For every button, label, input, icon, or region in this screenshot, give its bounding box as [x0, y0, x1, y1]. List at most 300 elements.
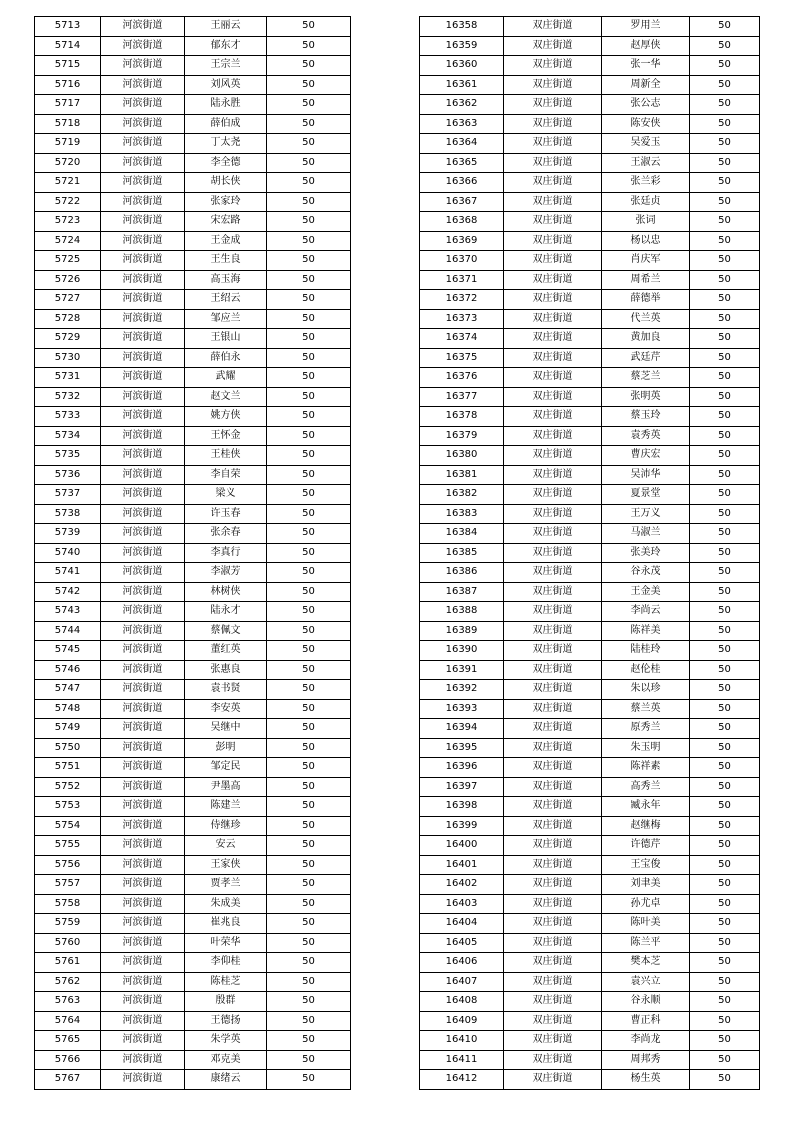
- street-cell: 河滨街道: [101, 192, 185, 212]
- amount-cell: 50: [267, 251, 351, 271]
- amount-cell: 50: [267, 173, 351, 193]
- amount-cell: 50: [690, 894, 760, 914]
- amount-cell: 50: [267, 836, 351, 856]
- street-cell: 河滨街道: [101, 855, 185, 875]
- street-cell: 河滨街道: [101, 212, 185, 232]
- street-cell: 河滨街道: [101, 95, 185, 115]
- table-row: [35, 329, 351, 349]
- person-name-cell: 张词: [602, 212, 690, 232]
- table-row: [420, 231, 760, 251]
- record-number-cell: 5728: [35, 309, 101, 329]
- record-number-cell: 16394: [420, 719, 504, 739]
- record-number-cell: 16407: [420, 972, 504, 992]
- amount-cell: 50: [267, 524, 351, 544]
- amount-cell: 50: [690, 719, 760, 739]
- table-row: [420, 1070, 760, 1090]
- table-row: [35, 699, 351, 719]
- table-row: [35, 894, 351, 914]
- record-number-cell: 16372: [420, 290, 504, 310]
- record-number-cell: 5765: [35, 1031, 101, 1051]
- street-cell: 双庄街道: [504, 875, 602, 895]
- person-name-cell: 赵伦桂: [602, 660, 690, 680]
- table-row: [35, 36, 351, 56]
- amount-cell: 50: [690, 641, 760, 661]
- person-name-cell: 安云: [185, 836, 267, 856]
- record-number-cell: 5760: [35, 933, 101, 953]
- amount-cell: 50: [267, 641, 351, 661]
- amount-cell: 50: [690, 504, 760, 524]
- street-cell: 双庄街道: [504, 1031, 602, 1051]
- amount-cell: 50: [690, 602, 760, 622]
- amount-cell: 50: [267, 407, 351, 427]
- amount-cell: 50: [267, 504, 351, 524]
- street-cell: 双庄街道: [504, 504, 602, 524]
- record-number-cell: 5761: [35, 953, 101, 973]
- street-cell: 河滨街道: [101, 465, 185, 485]
- record-number-cell: 5718: [35, 114, 101, 134]
- table-row: [420, 738, 760, 758]
- amount-cell: 50: [690, 251, 760, 271]
- person-name-cell: 王金成: [185, 231, 267, 251]
- table-row: [420, 446, 760, 466]
- street-cell: 双庄街道: [504, 641, 602, 661]
- person-name-cell: 王家侠: [185, 855, 267, 875]
- amount-cell: 50: [690, 914, 760, 934]
- street-cell: 双庄街道: [504, 855, 602, 875]
- street-cell: 河滨街道: [101, 329, 185, 349]
- person-name-cell: 陈安侠: [602, 114, 690, 134]
- record-number-cell: 5729: [35, 329, 101, 349]
- record-number-cell: 16404: [420, 914, 504, 934]
- record-number-cell: 5725: [35, 251, 101, 271]
- record-number-cell: 5733: [35, 407, 101, 427]
- person-name-cell: 李淑芳: [185, 563, 267, 583]
- amount-cell: 50: [690, 875, 760, 895]
- record-number-cell: 5713: [35, 17, 101, 37]
- table-row: [420, 1031, 760, 1051]
- table-row: [35, 680, 351, 700]
- street-cell: 双庄街道: [504, 816, 602, 836]
- person-name-cell: 陆永胜: [185, 95, 267, 115]
- table-row: [420, 660, 760, 680]
- amount-cell: 50: [267, 1050, 351, 1070]
- amount-cell: 50: [267, 816, 351, 836]
- street-cell: 双庄街道: [504, 524, 602, 544]
- street-cell: 双庄街道: [504, 699, 602, 719]
- street-cell: 河滨街道: [101, 1031, 185, 1051]
- record-number-cell: 5767: [35, 1070, 101, 1090]
- table-row: [35, 75, 351, 95]
- amount-cell: 50: [690, 1050, 760, 1070]
- table-row: [35, 621, 351, 641]
- person-name-cell: 蔡芝兰: [602, 368, 690, 388]
- street-cell: 双庄街道: [504, 95, 602, 115]
- street-cell: 河滨街道: [101, 660, 185, 680]
- person-name-cell: 陆永才: [185, 602, 267, 622]
- amount-cell: 50: [267, 543, 351, 563]
- record-number-cell: 16398: [420, 797, 504, 817]
- amount-cell: 50: [690, 1011, 760, 1031]
- record-number-cell: 16368: [420, 212, 504, 232]
- record-number-cell: 16389: [420, 621, 504, 641]
- person-name-cell: 王淑云: [602, 153, 690, 173]
- street-cell: 河滨街道: [101, 1070, 185, 1090]
- table-row: [420, 680, 760, 700]
- record-number-cell: 16411: [420, 1050, 504, 1070]
- table-row: [35, 426, 351, 446]
- street-cell: 河滨街道: [101, 387, 185, 407]
- amount-cell: 50: [690, 621, 760, 641]
- amount-cell: 50: [267, 36, 351, 56]
- table-row: [420, 563, 760, 583]
- person-name-cell: 胡长侠: [185, 173, 267, 193]
- person-name-cell: 袁书贤: [185, 680, 267, 700]
- record-number-cell: 5748: [35, 699, 101, 719]
- record-number-cell: 16364: [420, 134, 504, 154]
- table-row: [35, 758, 351, 778]
- table-row: [420, 641, 760, 661]
- person-name-cell: 王德扬: [185, 1011, 267, 1031]
- person-name-cell: 张公志: [602, 95, 690, 115]
- person-name-cell: 蔡玉玲: [602, 407, 690, 427]
- street-cell: 河滨街道: [101, 75, 185, 95]
- street-cell: 双庄街道: [504, 543, 602, 563]
- record-number-cell: 5749: [35, 719, 101, 739]
- record-number-cell: 5752: [35, 777, 101, 797]
- person-name-cell: 刘聿美: [602, 875, 690, 895]
- person-name-cell: 赵文兰: [185, 387, 267, 407]
- street-cell: 双庄街道: [504, 1011, 602, 1031]
- record-number-cell: 5714: [35, 36, 101, 56]
- amount-cell: 50: [690, 309, 760, 329]
- table-row: [420, 192, 760, 212]
- record-number-cell: 16406: [420, 953, 504, 973]
- street-cell: 双庄街道: [504, 1070, 602, 1090]
- amount-cell: 50: [690, 1031, 760, 1051]
- person-name-cell: 李全德: [185, 153, 267, 173]
- street-cell: 河滨街道: [101, 446, 185, 466]
- person-name-cell: 薛伯成: [185, 114, 267, 134]
- table-row: [420, 212, 760, 232]
- table-row: [420, 797, 760, 817]
- street-cell: 河滨街道: [101, 1011, 185, 1031]
- person-name-cell: 宋宏路: [185, 212, 267, 232]
- amount-cell: 50: [690, 368, 760, 388]
- street-cell: 河滨街道: [101, 972, 185, 992]
- record-number-cell: 16370: [420, 251, 504, 271]
- amount-cell: 50: [267, 719, 351, 739]
- street-cell: 双庄街道: [504, 329, 602, 349]
- table-row: [420, 348, 760, 368]
- record-number-cell: 16359: [420, 36, 504, 56]
- record-number-cell: 5746: [35, 660, 101, 680]
- street-cell: 双庄街道: [504, 407, 602, 427]
- person-name-cell: 王丽云: [185, 17, 267, 37]
- record-number-cell: 5763: [35, 992, 101, 1012]
- record-number-cell: 5743: [35, 602, 101, 622]
- table-row: [35, 1050, 351, 1070]
- amount-cell: 50: [267, 153, 351, 173]
- table-row: [35, 1011, 351, 1031]
- street-cell: 河滨街道: [101, 602, 185, 622]
- record-number-cell: 16388: [420, 602, 504, 622]
- table-row: [420, 602, 760, 622]
- person-name-cell: 王绍云: [185, 290, 267, 310]
- person-name-cell: 彭明: [185, 738, 267, 758]
- record-number-cell: 16397: [420, 777, 504, 797]
- street-cell: 双庄街道: [504, 114, 602, 134]
- person-name-cell: 陈兰平: [602, 933, 690, 953]
- amount-cell: 50: [690, 738, 760, 758]
- street-cell: 双庄街道: [504, 680, 602, 700]
- amount-cell: 50: [690, 426, 760, 446]
- amount-cell: 50: [267, 446, 351, 466]
- amount-cell: 50: [267, 212, 351, 232]
- record-number-cell: 5724: [35, 231, 101, 251]
- amount-cell: 50: [690, 270, 760, 290]
- street-cell: 双庄街道: [504, 485, 602, 505]
- amount-cell: 50: [267, 56, 351, 76]
- table-row: [35, 231, 351, 251]
- table-row: [420, 621, 760, 641]
- person-name-cell: 薛伯永: [185, 348, 267, 368]
- table-row: [35, 173, 351, 193]
- street-cell: 河滨街道: [101, 563, 185, 583]
- person-name-cell: 王银山: [185, 329, 267, 349]
- person-name-cell: 袁兴立: [602, 972, 690, 992]
- record-number-cell: 16402: [420, 875, 504, 895]
- person-name-cell: 吴继中: [185, 719, 267, 739]
- table-row: [35, 1031, 351, 1051]
- table-row: [420, 777, 760, 797]
- amount-cell: 50: [267, 290, 351, 310]
- record-number-cell: 16369: [420, 231, 504, 251]
- record-number-cell: 5753: [35, 797, 101, 817]
- record-number-cell: 16393: [420, 699, 504, 719]
- amount-cell: 50: [690, 582, 760, 602]
- amount-cell: 50: [267, 1011, 351, 1031]
- amount-cell: 50: [690, 465, 760, 485]
- person-name-cell: 许玉春: [185, 504, 267, 524]
- table-row: [420, 855, 760, 875]
- record-number-cell: 5747: [35, 680, 101, 700]
- amount-cell: 50: [690, 699, 760, 719]
- record-number-cell: 5732: [35, 387, 101, 407]
- record-number-cell: 16362: [420, 95, 504, 115]
- table-row: [35, 387, 351, 407]
- street-cell: 河滨街道: [101, 914, 185, 934]
- table-row: [35, 212, 351, 232]
- person-name-cell: 董红英: [185, 641, 267, 661]
- record-number-cell: 16391: [420, 660, 504, 680]
- street-cell: 河滨街道: [101, 153, 185, 173]
- person-name-cell: 曹正科: [602, 1011, 690, 1031]
- person-name-cell: 王万义: [602, 504, 690, 524]
- amount-cell: 50: [690, 855, 760, 875]
- street-cell: 双庄街道: [504, 719, 602, 739]
- street-cell: 河滨街道: [101, 56, 185, 76]
- street-cell: 河滨街道: [101, 504, 185, 524]
- table-row: [35, 309, 351, 329]
- record-number-cell: 16386: [420, 563, 504, 583]
- amount-cell: 50: [267, 270, 351, 290]
- person-name-cell: 丁太尧: [185, 134, 267, 154]
- amount-cell: 50: [267, 875, 351, 895]
- record-number-cell: 5727: [35, 290, 101, 310]
- street-cell: 河滨街道: [101, 270, 185, 290]
- person-name-cell: 陈祥素: [602, 758, 690, 778]
- street-cell: 双庄街道: [504, 290, 602, 310]
- street-cell: 河滨街道: [101, 816, 185, 836]
- person-name-cell: 王怀金: [185, 426, 267, 446]
- record-number-cell: 16377: [420, 387, 504, 407]
- record-number-cell: 16375: [420, 348, 504, 368]
- record-number-cell: 16381: [420, 465, 504, 485]
- record-number-cell: 16358: [420, 17, 504, 37]
- person-name-cell: 李尚云: [602, 602, 690, 622]
- record-number-cell: 16403: [420, 894, 504, 914]
- amount-cell: 50: [690, 836, 760, 856]
- amount-cell: 50: [267, 914, 351, 934]
- person-name-cell: 高玉海: [185, 270, 267, 290]
- amount-cell: 50: [267, 699, 351, 719]
- record-number-cell: 16409: [420, 1011, 504, 1031]
- record-number-cell: 5719: [35, 134, 101, 154]
- record-number-cell: 5759: [35, 914, 101, 934]
- street-cell: 河滨街道: [101, 407, 185, 427]
- person-name-cell: 王金美: [602, 582, 690, 602]
- table-row: [420, 972, 760, 992]
- street-cell: 河滨街道: [101, 933, 185, 953]
- street-cell: 双庄街道: [504, 17, 602, 37]
- amount-cell: 50: [690, 933, 760, 953]
- table-row: [35, 543, 351, 563]
- street-cell: 河滨街道: [101, 738, 185, 758]
- person-name-cell: 赵厚侠: [602, 36, 690, 56]
- table-row: [420, 426, 760, 446]
- record-number-cell: 5735: [35, 446, 101, 466]
- person-name-cell: 谷永顺: [602, 992, 690, 1012]
- record-number-cell: 16390: [420, 641, 504, 661]
- street-cell: 双庄街道: [504, 933, 602, 953]
- record-number-cell: 5766: [35, 1050, 101, 1070]
- amount-cell: 50: [690, 758, 760, 778]
- street-cell: 双庄街道: [504, 797, 602, 817]
- record-number-cell: 5745: [35, 641, 101, 661]
- record-number-cell: 5740: [35, 543, 101, 563]
- person-name-cell: 孙尤卓: [602, 894, 690, 914]
- street-cell: 双庄街道: [504, 75, 602, 95]
- amount-cell: 50: [690, 114, 760, 134]
- person-name-cell: 殷群: [185, 992, 267, 1012]
- amount-cell: 50: [267, 329, 351, 349]
- record-number-cell: 16400: [420, 836, 504, 856]
- amount-cell: 50: [690, 75, 760, 95]
- table-row: [35, 192, 351, 212]
- person-name-cell: 夏景堂: [602, 485, 690, 505]
- table-row: [35, 1070, 351, 1090]
- person-name-cell: 周新全: [602, 75, 690, 95]
- amount-cell: 50: [267, 231, 351, 251]
- record-number-cell: 5754: [35, 816, 101, 836]
- street-cell: 河滨街道: [101, 1050, 185, 1070]
- street-cell: 河滨街道: [101, 36, 185, 56]
- person-name-cell: 朱学英: [185, 1031, 267, 1051]
- street-cell: 河滨街道: [101, 309, 185, 329]
- table-row: [420, 524, 760, 544]
- person-name-cell: 张廷贞: [602, 192, 690, 212]
- person-name-cell: 张家玲: [185, 192, 267, 212]
- record-number-cell: 5764: [35, 1011, 101, 1031]
- amount-cell: 50: [690, 992, 760, 1012]
- amount-cell: 50: [690, 134, 760, 154]
- street-cell: 河滨街道: [101, 173, 185, 193]
- person-name-cell: 李仰桂: [185, 953, 267, 973]
- record-number-cell: 5757: [35, 875, 101, 895]
- amount-cell: 50: [267, 1031, 351, 1051]
- table-row: [35, 524, 351, 544]
- amount-cell: 50: [267, 758, 351, 778]
- record-number-cell: 5738: [35, 504, 101, 524]
- street-cell: 双庄街道: [504, 621, 602, 641]
- amount-cell: 50: [690, 407, 760, 427]
- amount-cell: 50: [267, 1070, 351, 1090]
- table-row: [420, 758, 760, 778]
- record-number-cell: 5723: [35, 212, 101, 232]
- record-number-cell: 5722: [35, 192, 101, 212]
- amount-cell: 50: [267, 95, 351, 115]
- table-row: [35, 836, 351, 856]
- person-name-cell: 李安英: [185, 699, 267, 719]
- amount-cell: 50: [267, 660, 351, 680]
- record-number-cell: 16408: [420, 992, 504, 1012]
- street-cell: 河滨街道: [101, 114, 185, 134]
- record-number-cell: 16371: [420, 270, 504, 290]
- person-name-cell: 武耀: [185, 368, 267, 388]
- street-cell: 双庄街道: [504, 1050, 602, 1070]
- street-cell: 双庄街道: [504, 212, 602, 232]
- record-number-cell: 16378: [420, 407, 504, 427]
- street-cell: 双庄街道: [504, 387, 602, 407]
- person-name-cell: 贾孝兰: [185, 875, 267, 895]
- person-name-cell: 陈建兰: [185, 797, 267, 817]
- record-number-cell: 5758: [35, 894, 101, 914]
- person-name-cell: 崔兆良: [185, 914, 267, 934]
- amount-cell: 50: [267, 309, 351, 329]
- street-cell: 双庄街道: [504, 270, 602, 290]
- table-row: [420, 329, 760, 349]
- amount-cell: 50: [267, 738, 351, 758]
- table-row: [35, 563, 351, 583]
- amount-cell: 50: [267, 465, 351, 485]
- street-cell: 双庄街道: [504, 738, 602, 758]
- person-name-cell: 王宝俊: [602, 855, 690, 875]
- table-row: [420, 95, 760, 115]
- table-row: [35, 660, 351, 680]
- record-number-cell: 5750: [35, 738, 101, 758]
- street-cell: 河滨街道: [101, 680, 185, 700]
- table-row: [420, 719, 760, 739]
- person-name-cell: 尹墨高: [185, 777, 267, 797]
- street-cell: 河滨街道: [101, 426, 185, 446]
- record-number-cell: 16401: [420, 855, 504, 875]
- person-name-cell: 邹应兰: [185, 309, 267, 329]
- person-name-cell: 陈叶美: [602, 914, 690, 934]
- person-name-cell: 康绪云: [185, 1070, 267, 1090]
- record-number-cell: 16387: [420, 582, 504, 602]
- person-name-cell: 许德芹: [602, 836, 690, 856]
- street-cell: 双庄街道: [504, 251, 602, 271]
